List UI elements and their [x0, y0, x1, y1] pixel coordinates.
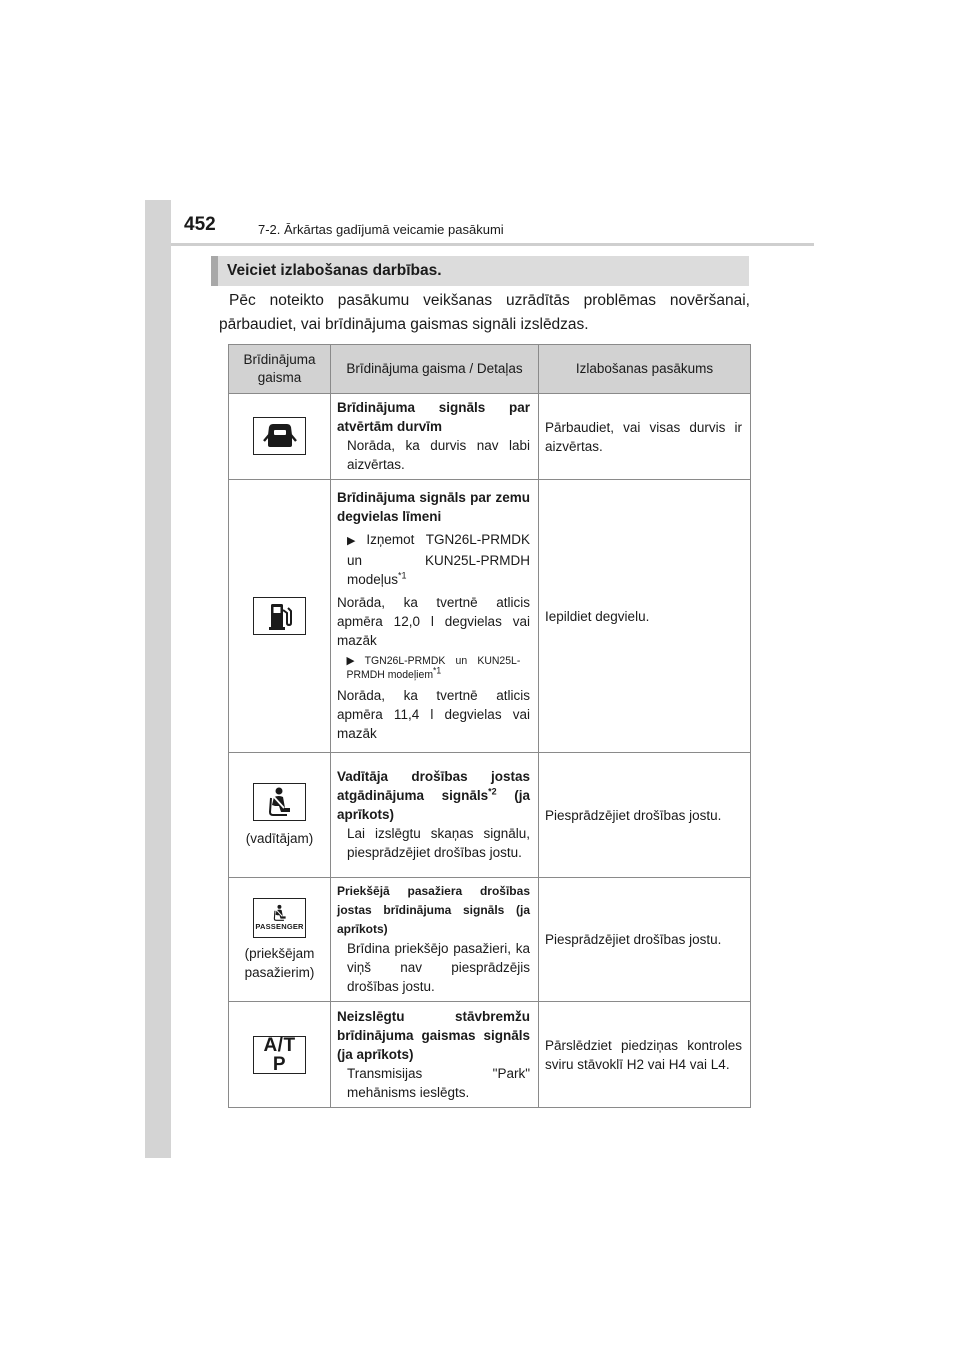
details-cell — [331, 394, 539, 480]
warning-title: Vadītāja drošības jostas atgādinājuma signāls$^{*2}$ (ja aprīkots) — [337, 769, 530, 822]
table-row — [229, 753, 751, 878]
light-label: (vadītājam) — [245, 830, 314, 846]
passenger-icon-text: PASSENGER — [255, 921, 304, 931]
warning-title: Neizslēgtu stāvbremžu brīdinājuma gaismas signāls (ja aprīkots) — [337, 1008, 530, 1062]
seatbelt-icon — [253, 783, 306, 821]
warning-light-cell — [229, 480, 331, 753]
model-condition: ▶ Izņemot TGN26L-PRMDK un KUN25L-PRMDH modeļus$^{*1}$ — [347, 532, 530, 587]
column-header-light: Brīdinājuma gaisma — [229, 345, 331, 394]
column-header-details: Brīdinājuma gaisma / Detaļas — [331, 345, 539, 394]
table-header-row — [229, 345, 751, 394]
action-cell: Piesprādzējiet drošības jostu. — [539, 753, 751, 878]
header-divider — [171, 243, 814, 246]
warning-light-table — [228, 344, 751, 1108]
details-cell — [331, 1002, 539, 1108]
action-cell: Piesprādzējiet drošības jostu. — [539, 878, 751, 1002]
column-header-action: Izlabošanas pasākums — [539, 345, 751, 394]
light-label: (priekšējam pasažierim) — [244, 945, 315, 980]
action-cell: Pārslēdziet piedziņas kontroles sviru stāvoklī H2 vai H4 vai L4. — [539, 1002, 751, 1108]
warning-title: Brīdinājuma signāls par zemu degvielas līmeni — [337, 490, 530, 524]
table-row — [229, 480, 751, 753]
warning-description: Lai izslēgtu skaņas signālu, piesprādzējiet drošības jostu. — [347, 826, 530, 860]
warning-title: Brīdinājuma signāls par atvērtām durvīm — [337, 400, 530, 434]
warning-light-cell — [229, 394, 331, 480]
warning-description: Brīdina priekšējo pasažieri, ka viņš nav piesprādzējis drošības jostu. — [347, 941, 530, 994]
at-p-icon-text: A/T P — [263, 1034, 296, 1075]
action-cell: Iepildiet degvielu. — [539, 480, 751, 753]
table-row — [229, 878, 751, 1002]
intro-paragraph: Pēc noteikto pasākumu veikšanas uzrādītās problēmas novēršanai, pārbaudiet, vai brīdinājuma gaismas signāli izslēdzas. — [219, 292, 750, 333]
warning-light-cell — [229, 1002, 331, 1108]
fuel-pump-icon — [253, 597, 306, 635]
model-condition: ▶ TGN26L-PRMDK un KUN25L-PRMDH modeļiem$^{*1}$ — [346, 655, 521, 681]
details-cell — [331, 878, 539, 1002]
warning-light-cell — [229, 878, 331, 1002]
chapter-title: 7-2. Ārkārtas gadījumā veicamie pasākumi — [258, 222, 504, 237]
section-heading: Veiciet izlabošanas darbības. — [211, 256, 749, 286]
side-tab-bar — [145, 200, 171, 1158]
page-number: 452 — [184, 214, 216, 235]
warning-description: Norāda, ka tvertnē atlicis apmēra 12,0 l degvielas vai mazāk — [337, 595, 530, 648]
details-cell — [331, 480, 539, 753]
warning-title: Priekšējā pasažiera drošības jostas brīdinājuma signāls (ja aprīkots) — [337, 884, 530, 936]
open-door-icon — [253, 417, 306, 455]
warning-description: Norāda, ka tvertnē atlicis apmēra 11,4 l degvielas vai mazāk — [337, 688, 530, 741]
action-cell: Pārbaudiet, vai visas durvis ir aizvērtas. — [539, 394, 751, 480]
at-p-icon — [253, 1036, 306, 1074]
table-row — [229, 394, 751, 480]
arrow-right-icon: ▶ — [346, 655, 362, 667]
arrow-right-icon: ▶ — [347, 535, 364, 547]
details-cell — [331, 753, 539, 878]
passenger-seatbelt-icon — [253, 898, 306, 938]
warning-light-cell — [229, 753, 331, 878]
warning-description: Norāda, ka durvis nav labi aizvērtas. — [347, 438, 530, 472]
table-row — [229, 1002, 751, 1108]
warning-description: Transmisijas "Park" mehānisms ieslēgts. — [347, 1065, 530, 1100]
